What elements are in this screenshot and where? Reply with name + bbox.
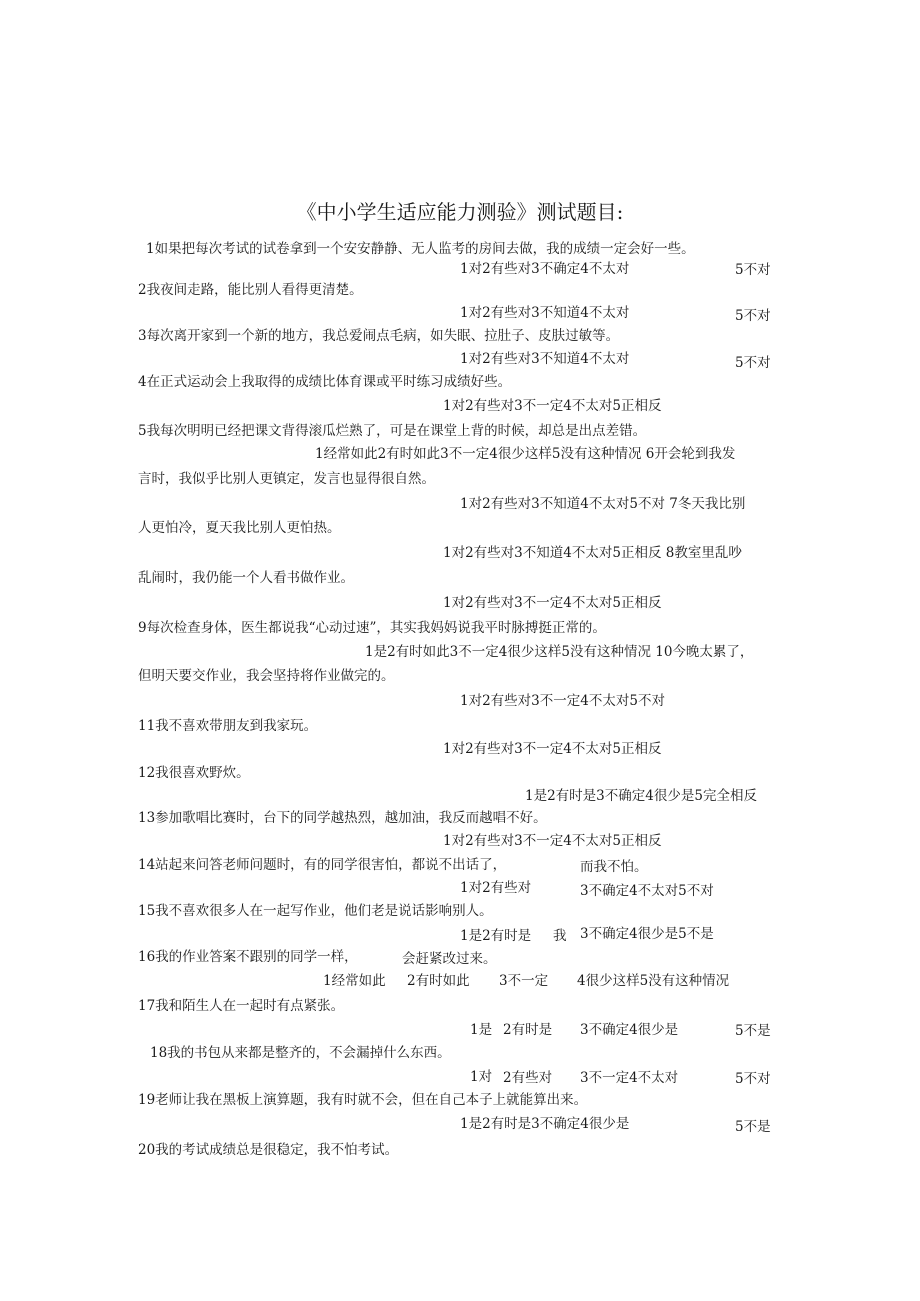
question-6-cont: 言时，我似乎比别人更镇定，发言也显得很自然。 xyxy=(138,471,435,487)
q16-option-3: 3不一定 xyxy=(499,973,549,989)
q17-option-2: 2有时是 xyxy=(503,1022,553,1038)
question-9: 9每次检查身体，医生都说我“心动过速”，其实我妈妈说我平时脉搏挺正常的。 xyxy=(138,620,606,636)
q3-options: 1对2有些对3不知道4不太对 xyxy=(460,351,630,367)
question-11: 11我不喜欢带朋友到我家玩。 xyxy=(138,718,318,734)
q13-options: 1对2有些对3不一定4不太对5正相反 xyxy=(443,833,662,849)
question-3: 3每次离开家到一个新的地方，我总爱闹点毛病，如失眠、拉肚子、皮肤过敏等。 xyxy=(138,328,620,344)
q3-option-5: 5不对 xyxy=(735,355,771,371)
q4-options: 1对2有些对3不一定4不太对5正相反 xyxy=(443,398,662,414)
q7-options-q8-start: 1对2有些对3不知道4不太对5正相反 8教室里乱吵 xyxy=(443,545,742,561)
question-7-cont: 人更怕冷，夏天我比别人更怕热。 xyxy=(138,520,341,536)
question-10-cont: 但明天要交作业，我会坚持将作业做完的。 xyxy=(138,668,395,684)
q16-option-2: 2有时如此 xyxy=(407,973,470,989)
q2-options: 1对2有些对3不知道4不太对 xyxy=(460,305,630,321)
question-14: 14站起来问答老师问题时，有的同学很害怕，都说不出话了， xyxy=(138,857,507,873)
question-2: 2我夜间走路，能比别人看得更清楚。 xyxy=(138,282,363,298)
question-16: 16我的作业答案不跟别的同学一样， xyxy=(138,949,358,965)
q12-options: 1是2有时是3不确定4很少是5完全相反 xyxy=(525,788,757,804)
question-15: 15我不喜欢很多人在一起写作业，他们老是说话影响别人。 xyxy=(138,903,493,919)
question-4: 4在正式运动会上我取得的成绩比体育课或平时练习成绩好些。 xyxy=(138,374,512,390)
q17-option-3-4: 3不确定4很少是 xyxy=(580,1022,679,1038)
q1-option-5: 5不对 xyxy=(735,262,771,278)
question-17: 17我和陌生人在一起时有点紧张。 xyxy=(138,998,345,1014)
q19-options: 1是2有时是3不确定4很少是 xyxy=(460,1116,630,1132)
q10-options: 1对2有些对3不一定4不太对5不对 xyxy=(460,693,665,709)
q9-options-q10-start: 1是2有时如此3不一定4很少这样5没有这种情况 10今晚太累了， xyxy=(365,644,754,660)
q16-option-4-5: 4很少这样5没有这种情况 xyxy=(577,973,730,989)
q5-options-q6-start: 1经常如此2有时如此3不一定4很少这样5没有这种情况 6开会轮到我发 xyxy=(315,446,736,462)
question-14-cont: 而我不怕。 xyxy=(580,859,648,875)
q15-options-a: 1是2有时是 xyxy=(460,928,532,944)
q14-options-b: 3不确定4不太对5不对 xyxy=(580,883,714,899)
question-16-cont: 会赶紧改过来。 xyxy=(402,951,497,967)
q18-option-3-4: 3不一定4不太对 xyxy=(580,1070,679,1086)
q15-options-b: 3不确定4很少是5不是 xyxy=(580,926,714,942)
q2-option-5: 5不对 xyxy=(735,308,771,324)
q19-option-5: 5不是 xyxy=(735,1119,771,1135)
q18-option-1: 1对 xyxy=(470,1069,493,1085)
question-1: 1如果把每次考试的试卷拿到一个安安静静、无人监考的房间去做，我的成绩一定会好一些。 xyxy=(146,241,695,257)
q18-option-5: 5不对 xyxy=(735,1071,771,1087)
q8-options: 1对2有些对3不一定4不太对5正相反 xyxy=(443,595,662,611)
question-12: 12我很喜欢野炊。 xyxy=(138,765,250,781)
question-8-cont: 乱闹时，我仍能一个人看书做作业。 xyxy=(138,570,354,586)
q16-fragment: 我 xyxy=(553,928,567,944)
q11-options: 1对2有些对3不一定4不太对5正相反 xyxy=(443,741,662,757)
question-19: 19老师让我在黑板上演算题，我有时就不会，但在自己本子上就能算出来。 xyxy=(138,1092,588,1108)
question-13: 13参加歌唱比赛时，台下的同学越热烈，越加油，我反而越唱不好。 xyxy=(138,810,547,826)
question-20: 20我的考试成绩总是很稳定，我不怕考试。 xyxy=(138,1142,399,1158)
q1-options: 1对2有些对3不确定4不太对 xyxy=(460,261,630,277)
q17-option-1: 1是 xyxy=(470,1022,493,1038)
q18-option-2: 2有些对 xyxy=(503,1070,553,1086)
q16-option-1: 1经常如此 xyxy=(323,973,386,989)
q6-options-q7-start: 1对2有些对3不知道4不太对5不对 7冬天我比别 xyxy=(460,496,746,512)
document-title: 《中小学生适应能力测验》测试题目: xyxy=(296,200,624,224)
question-18: 18我的书包从来都是整齐的，不会漏掉什么东西。 xyxy=(150,1045,451,1061)
q17-option-5: 5不是 xyxy=(735,1023,771,1039)
question-5: 5我每次明明已经把课文背得滚瓜烂熟了，可是在课堂上背的时候，却总是出点差错。 xyxy=(138,423,647,439)
q14-options-a: 1对2有些对 xyxy=(460,880,532,896)
